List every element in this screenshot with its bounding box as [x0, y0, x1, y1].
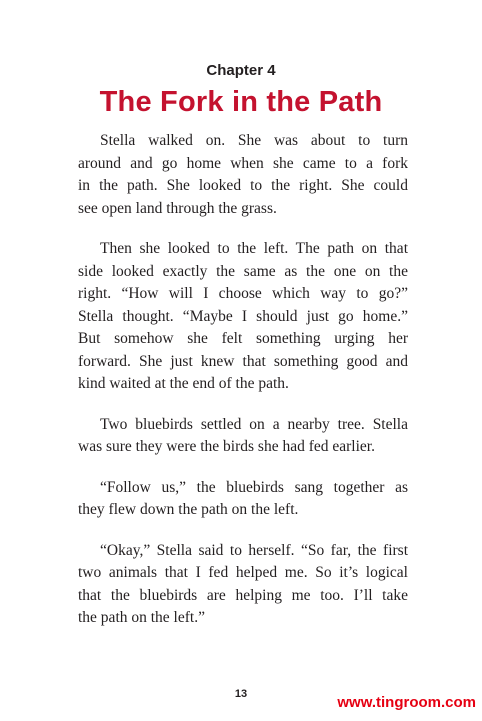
text-line: “Okay,” Stella said to herself. “So far, the first [100, 541, 408, 559]
text-line: that the bluebirds are helping me too. I’ll take [78, 586, 408, 604]
paragraph-5 [78, 540, 408, 630]
text-line: Stella walked on. She was about to turn [100, 132, 408, 149]
text-line: kind waited at the end of the path. [78, 375, 289, 392]
paragraph-4 [78, 477, 408, 522]
story-text [78, 130, 408, 648]
text-line: was sure they were the birds she had fed earlier. [78, 438, 375, 455]
text-line: two animals that I fed helped me. So it’s logical [78, 564, 408, 581]
text-line: the path on the left.” [78, 609, 205, 626]
paragraph-1 [78, 130, 408, 220]
text-line: “Follow us,” the bluebirds sang together as [100, 478, 408, 496]
text-line: side looked exactly the same as the one on the [78, 262, 408, 280]
paragraph-3 [78, 414, 408, 459]
chapter-title: The Fork in the Path [99, 86, 383, 118]
chapter-label: Chapter 4 [206, 62, 276, 79]
text-line: Then she looked to the left. The path on that [100, 240, 408, 257]
watermark: www.tingroom.com [337, 694, 476, 711]
text-line: But somehow she felt something urging her [78, 330, 408, 347]
text-line: right. “How will I choose which way to go?” [78, 285, 408, 302]
page-number: 13 [234, 688, 248, 700]
text-line: in the path. She looked to the right. She could [78, 177, 408, 194]
text-line: Two bluebirds settled on a nearby tree. Stella [100, 415, 408, 433]
text-line: Stella thought. “Maybe I should just go home.” [78, 307, 408, 325]
text-line: around and go home when she came to a fork [78, 154, 408, 172]
text-line: forward. She just knew that something good and [78, 352, 408, 370]
text-line: see open land through the grass. [78, 199, 277, 217]
text-line: they flew down the path on the left. [78, 501, 299, 518]
paragraph-2 [78, 238, 408, 396]
